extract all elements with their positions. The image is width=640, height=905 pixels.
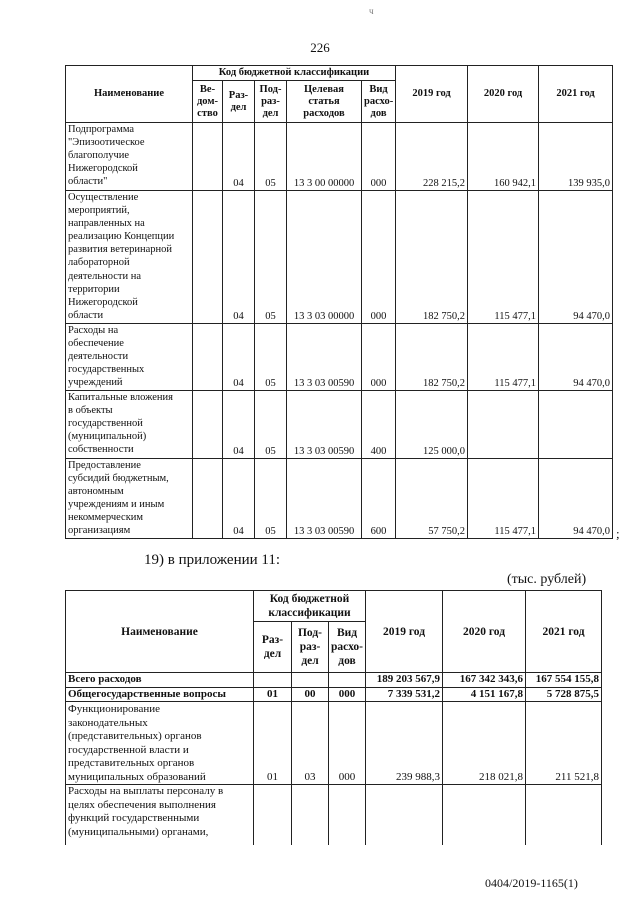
row-2020: 167 342 343,6	[443, 673, 526, 688]
row-name: Капитальные вложения в объекты государственной (муниципальной) собственности	[66, 391, 193, 459]
row-2020: 218 021,8	[443, 702, 526, 785]
row-2021: 94 470,0	[539, 459, 613, 539]
row-podrazdel: 05	[255, 123, 287, 191]
header-name: Наименование	[66, 591, 254, 673]
row-2019: 7 339 531,2	[366, 687, 443, 702]
row-name: Подпрограмма "Эпизоотическое благополучие Нижегородской области"	[66, 123, 193, 191]
row-razdel: 04	[223, 391, 255, 459]
row-vid	[329, 785, 366, 845]
row-2021	[539, 391, 613, 459]
scan-speck: ч	[369, 6, 374, 16]
row-vid: 000	[362, 123, 396, 191]
table-row	[66, 123, 613, 191]
row-name: Предоставление субсидий бюджетным, автономным учреждениям и иным некоммерческим организациям	[66, 459, 193, 539]
budget-table-appendix-10	[65, 65, 613, 539]
row-vid: 400	[362, 391, 396, 459]
table-row	[66, 324, 613, 391]
row-2019	[366, 785, 443, 845]
row-vid: 000	[329, 702, 366, 785]
header-2020: 2020 год	[468, 66, 539, 123]
row-2019: 189 203 567,9	[366, 673, 443, 688]
row-2019: 182 750,2	[396, 191, 468, 324]
row-2021: 5 728 875,5	[526, 687, 602, 702]
row-podrazdel: 05	[255, 459, 287, 539]
header-razdel: Раз- дел	[223, 81, 255, 123]
row-2020: 4 151 167,8	[443, 687, 526, 702]
row-2019: 57 750,2	[396, 459, 468, 539]
row-vid: 600	[362, 459, 396, 539]
row-2021: 94 470,0	[539, 324, 613, 391]
header-podrazdel: Под- раз- дел	[255, 81, 287, 123]
header-vid-rashodov: Вид расхо- дов	[362, 81, 396, 123]
row-razdel: 04	[223, 459, 255, 539]
row-razdel: 04	[223, 324, 255, 391]
row-celevaya: 13 3 03 00590	[287, 324, 362, 391]
row-vid	[329, 673, 366, 688]
row-name: Общегосударственные вопросы	[66, 687, 254, 702]
row-2020: 115 477,1	[468, 191, 539, 324]
row-2021: 94 470,0	[539, 191, 613, 324]
row-podrazdel: 05	[255, 391, 287, 459]
page-number: 226	[310, 40, 330, 55]
row-2020	[468, 391, 539, 459]
header-vedomstvo: Ве- дом- ство	[193, 81, 223, 123]
table-row	[66, 391, 613, 459]
row-vedomstvo	[193, 324, 223, 391]
row-celevaya: 13 3 03 00590	[287, 459, 362, 539]
row-vid: 000	[329, 687, 366, 702]
row-name: Расходы на обеспечение деятельности государственных учреждений	[66, 324, 193, 391]
trailing-semicolon: ;	[616, 526, 620, 541]
row-razdel: 04	[223, 123, 255, 191]
section-heading: 19) в приложении 11:	[144, 552, 281, 568]
row-name: Осуществление мероприятий, направленных на реализацию Концепции развития ветеринарной лабораторной деятельности на территории Нижегородской области	[66, 191, 193, 324]
table-row	[66, 702, 602, 785]
units-label: (тыс. рублей)	[507, 572, 587, 587]
row-2021: 139 935,0	[539, 123, 613, 191]
row-2021	[526, 785, 602, 845]
row-2020	[443, 785, 526, 845]
row-celevaya: 13 3 03 00590	[287, 391, 362, 459]
row-2019: 125 000,0	[396, 391, 468, 459]
row-celevaya: 13 3 00 00000	[287, 123, 362, 191]
budget-table-appendix-11	[65, 590, 602, 845]
header-2021: 2021 год	[539, 66, 613, 123]
table-row	[66, 785, 602, 845]
header-razdel: Раз- дел	[254, 622, 292, 673]
row-razdel: 01	[254, 687, 292, 702]
header-vid-rashodov: Вид расхо- дов	[329, 622, 366, 673]
row-2021: 167 554 155,8	[526, 673, 602, 688]
document-code: 0404/2019-1165(1)	[485, 876, 578, 890]
row-podrazdel	[292, 673, 329, 688]
row-vedomstvo	[193, 459, 223, 539]
row-name: Функционирование законодательных (представительных) органов государственной власти и представительных органов муниципальных образований	[66, 702, 254, 785]
row-2021: 211 521,8	[526, 702, 602, 785]
header-code-group: Код бюджетной классификации	[254, 591, 366, 622]
row-podrazdel: 05	[255, 324, 287, 391]
row-name: Расходы на выплаты персоналу в целях обеспечения выполнения функций государственными (муниципальными) органами,	[66, 785, 254, 845]
row-razdel	[254, 673, 292, 688]
row-vedomstvo	[193, 391, 223, 459]
row-2019: 182 750,2	[396, 324, 468, 391]
table-row	[66, 687, 602, 702]
header-name: Наименование	[66, 66, 193, 123]
row-celevaya: 13 3 03 00000	[287, 191, 362, 324]
row-vedomstvo	[193, 123, 223, 191]
row-2019: 228 215,2	[396, 123, 468, 191]
row-razdel	[254, 785, 292, 845]
header-celevaya-statya: Целевая статья расходов	[287, 81, 362, 123]
header-podrazdel: Под- раз- дел	[292, 622, 329, 673]
row-name: Всего расходов	[66, 673, 254, 688]
row-2020: 160 942,1	[468, 123, 539, 191]
row-razdel: 01	[254, 702, 292, 785]
table-row	[66, 191, 613, 324]
header-2020: 2020 год	[443, 591, 526, 673]
row-podrazdel	[292, 785, 329, 845]
table-row	[66, 673, 602, 688]
row-razdel: 04	[223, 191, 255, 324]
row-podrazdel: 03	[292, 702, 329, 785]
row-podrazdel: 00	[292, 687, 329, 702]
header-2019: 2019 год	[366, 591, 443, 673]
header-2021: 2021 год	[526, 591, 602, 673]
row-2020: 115 477,1	[468, 459, 539, 539]
header-2019: 2019 год	[396, 66, 468, 123]
table-row	[66, 459, 613, 539]
row-2020: 115 477,1	[468, 324, 539, 391]
row-vid: 000	[362, 324, 396, 391]
row-podrazdel: 05	[255, 191, 287, 324]
header-code-group: Код бюджетной классификации	[193, 66, 396, 81]
row-2019: 239 988,3	[366, 702, 443, 785]
row-vedomstvo	[193, 191, 223, 324]
row-vid: 000	[362, 191, 396, 324]
